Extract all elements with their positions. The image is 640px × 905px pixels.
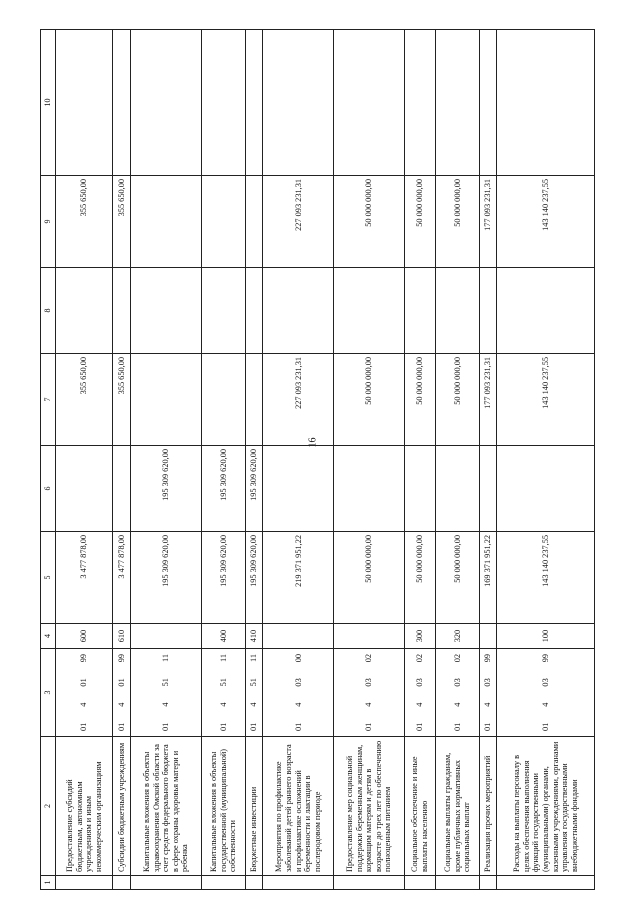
row-description: Бюджетные инвестиции (245, 737, 263, 876)
expense-type-code: 320 (435, 624, 479, 649)
amount-col-7: 355 650,00 (56, 354, 113, 446)
code-part: 4 (452, 702, 462, 707)
expense-type-code: 600 (56, 624, 113, 649)
code-part: 03 (415, 678, 425, 687)
amount-col-7 (245, 354, 263, 446)
code-parts (364, 652, 374, 733)
amount-col-10 (56, 30, 113, 176)
classification-code (56, 649, 113, 737)
col-header-3: 3 (41, 649, 56, 737)
col-header-10: 10 (41, 30, 56, 176)
code-part: 4 (116, 702, 126, 707)
code-part: 01 (116, 722, 126, 731)
row-description: Капитальные вложения в объекты государственной (муниципальной) собственности (201, 737, 245, 876)
amount-col-8 (479, 268, 497, 354)
code-parts (294, 652, 304, 733)
amount-col-6: 195 309 620,00 (245, 446, 263, 532)
code-part: 03 (540, 678, 550, 687)
row-description: Капитальные вложения в объекты здравоохранения Омской области за счет средств федерального бюджета в сфере охраны здоровья матери и ребенка (130, 737, 201, 876)
code-parts (415, 652, 425, 733)
col-header-7: 7 (41, 354, 56, 446)
code-part: 01 (540, 722, 550, 731)
amount-col-10 (201, 30, 245, 176)
amount-col-9: 355 650,00 (56, 176, 113, 268)
amount-col-5: 143 140 237,55 (497, 532, 595, 624)
classification-code (334, 649, 405, 737)
amount-col-9: 50 000 000,00 (435, 176, 479, 268)
code-part: 01 (483, 722, 493, 731)
code-part: 03 (293, 678, 303, 687)
row-description: Реализация прочих мероприятий (479, 737, 497, 876)
row-description: Предоставление субсидий бюджетным, автономным учреждениям и иным некоммерческим организациям (56, 737, 113, 876)
code-part: 4 (364, 702, 374, 707)
table-row (245, 30, 263, 890)
code-part: 01 (79, 678, 89, 687)
classification-code (405, 649, 436, 737)
amount-col-10 (245, 30, 263, 176)
amount-col-5: 50 000 000,00 (405, 532, 436, 624)
row-description: Социальное обеспечение и иные выплаты населению (405, 737, 436, 876)
amount-col-9: 177 093 231,31 (479, 176, 497, 268)
amount-col-5: 169 371 951,22 (479, 532, 497, 624)
expense-type-code (130, 624, 201, 649)
code-parts (249, 652, 259, 733)
empty-cell (405, 876, 436, 890)
table-row (113, 30, 131, 890)
code-part: 4 (249, 702, 259, 707)
amount-col-8 (130, 268, 201, 354)
page-number: 16 (307, 437, 319, 448)
amount-col-8 (435, 268, 479, 354)
amount-col-5: 195 309 620,00 (130, 532, 201, 624)
amount-col-5: 50 000 000,00 (334, 532, 405, 624)
code-part: 01 (218, 722, 228, 731)
classification-code (201, 649, 245, 737)
amount-col-10 (334, 30, 405, 176)
row-description: Мероприятия по профилактике заболеваний детей раннего возраста и профилактике осложнений беременности и лактации в послеродовом периоде (263, 737, 334, 876)
amount-col-8 (334, 268, 405, 354)
code-parts (161, 652, 171, 733)
code-part: 51 (218, 678, 228, 687)
code-part: 11 (218, 654, 228, 663)
row-description: Предоставление мер социальной поддержки беременным женщинам, кормящим матерям и детям в возрасте до трех лет по обеспечению полноценным питанием (334, 737, 405, 876)
amount-col-5: 195 309 620,00 (201, 532, 245, 624)
code-part: 02 (415, 654, 425, 663)
code-part: 01 (249, 722, 259, 731)
amount-col-6 (263, 446, 334, 532)
amount-col-10 (130, 30, 201, 176)
code-part: 02 (452, 654, 462, 663)
code-parts (483, 652, 493, 733)
code-part: 99 (79, 654, 89, 663)
code-part: 03 (483, 678, 493, 687)
table-row (435, 30, 479, 890)
table-row (334, 30, 405, 890)
code-part: 51 (161, 678, 171, 687)
table-row (201, 30, 245, 890)
code-parts (117, 652, 127, 733)
code-part: 99 (540, 654, 550, 663)
table-row (497, 30, 595, 890)
table-row (405, 30, 436, 890)
amount-col-9: 355 650,00 (113, 176, 131, 268)
column-number-row (41, 30, 56, 890)
code-parts (219, 652, 229, 733)
classification-code (479, 649, 497, 737)
expense-type-code (334, 624, 405, 649)
amount-col-7: 177 093 231,31 (479, 354, 497, 446)
col-header-2: 2 (41, 737, 56, 876)
expense-type-code: 100 (497, 624, 595, 649)
code-part: 03 (364, 678, 374, 687)
rotated-budget-table-wrapper (40, 30, 595, 890)
expense-type-code (263, 624, 334, 649)
classification-code (435, 649, 479, 737)
classification-code (263, 649, 334, 737)
code-part: 00 (293, 654, 303, 663)
row-description: Субсидии бюджетным учреждениям (113, 737, 131, 876)
code-part: 02 (364, 654, 374, 663)
code-part: 01 (161, 722, 171, 731)
empty-cell (56, 876, 113, 890)
empty-cell (113, 876, 131, 890)
empty-cell (435, 876, 479, 890)
col-header-6: 6 (41, 446, 56, 532)
code-part: 11 (161, 654, 171, 663)
code-part: 4 (161, 702, 171, 707)
amount-col-9: 50 000 000,00 (334, 176, 405, 268)
expense-type-code (479, 624, 497, 649)
code-parts (453, 652, 463, 733)
code-part: 01 (116, 678, 126, 687)
amount-col-8 (201, 268, 245, 354)
amount-col-9: 227 093 231,31 (263, 176, 334, 268)
col-header-8: 8 (41, 268, 56, 354)
empty-cell (201, 876, 245, 890)
amount-col-6: 195 309 620,00 (201, 446, 245, 532)
empty-cell (263, 876, 334, 890)
expense-type-code: 610 (113, 624, 131, 649)
code-part: 01 (293, 722, 303, 731)
amount-col-7 (130, 354, 201, 446)
table-row (56, 30, 113, 890)
amount-col-6: 195 309 620,00 (130, 446, 201, 532)
classification-code (497, 649, 595, 737)
classification-code (245, 649, 263, 737)
amount-col-7: 50 000 000,00 (334, 354, 405, 446)
amount-col-8 (497, 268, 595, 354)
expense-type-code: 300 (405, 624, 436, 649)
amount-col-6 (113, 446, 131, 532)
amount-col-7: 227 093 231,31 (263, 354, 334, 446)
amount-col-7 (201, 354, 245, 446)
amount-col-9: 143 140 237,55 (497, 176, 595, 268)
amount-col-9 (201, 176, 245, 268)
empty-cell (334, 876, 405, 890)
code-part: 01 (79, 722, 89, 731)
amount-col-9 (245, 176, 263, 268)
amount-col-9: 50 000 000,00 (405, 176, 436, 268)
amount-col-10 (435, 30, 479, 176)
empty-cell (245, 876, 263, 890)
code-part: 4 (293, 702, 303, 707)
amount-col-5: 195 309 620,00 (245, 532, 263, 624)
amount-col-8 (405, 268, 436, 354)
row-description: Социальные выплаты гражданам, кроме публичных нормативных социальных выплат (435, 737, 479, 876)
amount-col-5: 3 477 878,00 (113, 532, 131, 624)
classification-code (113, 649, 131, 737)
amount-col-8 (113, 268, 131, 354)
code-parts (541, 652, 551, 733)
code-part: 4 (218, 702, 228, 707)
amount-col-7: 50 000 000,00 (405, 354, 436, 446)
code-part: 03 (452, 678, 462, 687)
col-header-4: 4 (41, 624, 56, 649)
col-header-5: 5 (41, 532, 56, 624)
empty-cell (497, 876, 595, 890)
amount-col-6 (497, 446, 595, 532)
budget-table (40, 29, 595, 890)
table-row (130, 30, 201, 890)
table-row (479, 30, 497, 890)
amount-col-10 (497, 30, 595, 176)
amount-col-8 (263, 268, 334, 354)
row-description: Расходы на выплаты персоналу в целях обеспечения выполнения функций государственными (муниципальными) органами, казенными учреждениями, органами управления государственными внебюджетными фондами (497, 737, 595, 876)
amount-col-10 (479, 30, 497, 176)
expense-type-code: 410 (245, 624, 263, 649)
amount-col-10 (113, 30, 131, 176)
code-part: 4 (483, 702, 493, 707)
code-part: 01 (452, 722, 462, 731)
amount-col-5: 50 000 000,00 (435, 532, 479, 624)
amount-col-10 (263, 30, 334, 176)
code-part: 4 (79, 702, 89, 707)
amount-col-7: 143 140 237,55 (497, 354, 595, 446)
amount-col-6 (435, 446, 479, 532)
amount-col-6 (334, 446, 405, 532)
amount-col-6 (405, 446, 436, 532)
code-part: 4 (415, 702, 425, 707)
empty-cell (479, 876, 497, 890)
code-part: 99 (483, 654, 493, 663)
empty-cell (130, 876, 201, 890)
code-part: 01 (364, 722, 374, 731)
amount-col-10 (405, 30, 436, 176)
amount-col-5: 219 371 951,22 (263, 532, 334, 624)
code-part: 11 (249, 654, 259, 663)
code-part: 99 (116, 654, 126, 663)
code-part: 01 (415, 722, 425, 731)
code-parts (79, 652, 89, 733)
code-part: 4 (540, 702, 550, 707)
amount-col-5: 3 477 878,00 (56, 532, 113, 624)
expense-type-code: 400 (201, 624, 245, 649)
amount-col-6 (479, 446, 497, 532)
table-row (263, 30, 334, 890)
classification-code (130, 649, 201, 737)
code-part: 51 (249, 678, 259, 687)
amount-col-6 (56, 446, 113, 532)
amount-col-8 (245, 268, 263, 354)
amount-col-7: 355 650,00 (113, 354, 131, 446)
amount-col-8 (56, 268, 113, 354)
amount-col-9 (130, 176, 201, 268)
amount-col-7: 50 000 000,00 (435, 354, 479, 446)
col-header-1: 1 (41, 876, 56, 890)
col-header-9: 9 (41, 176, 56, 268)
